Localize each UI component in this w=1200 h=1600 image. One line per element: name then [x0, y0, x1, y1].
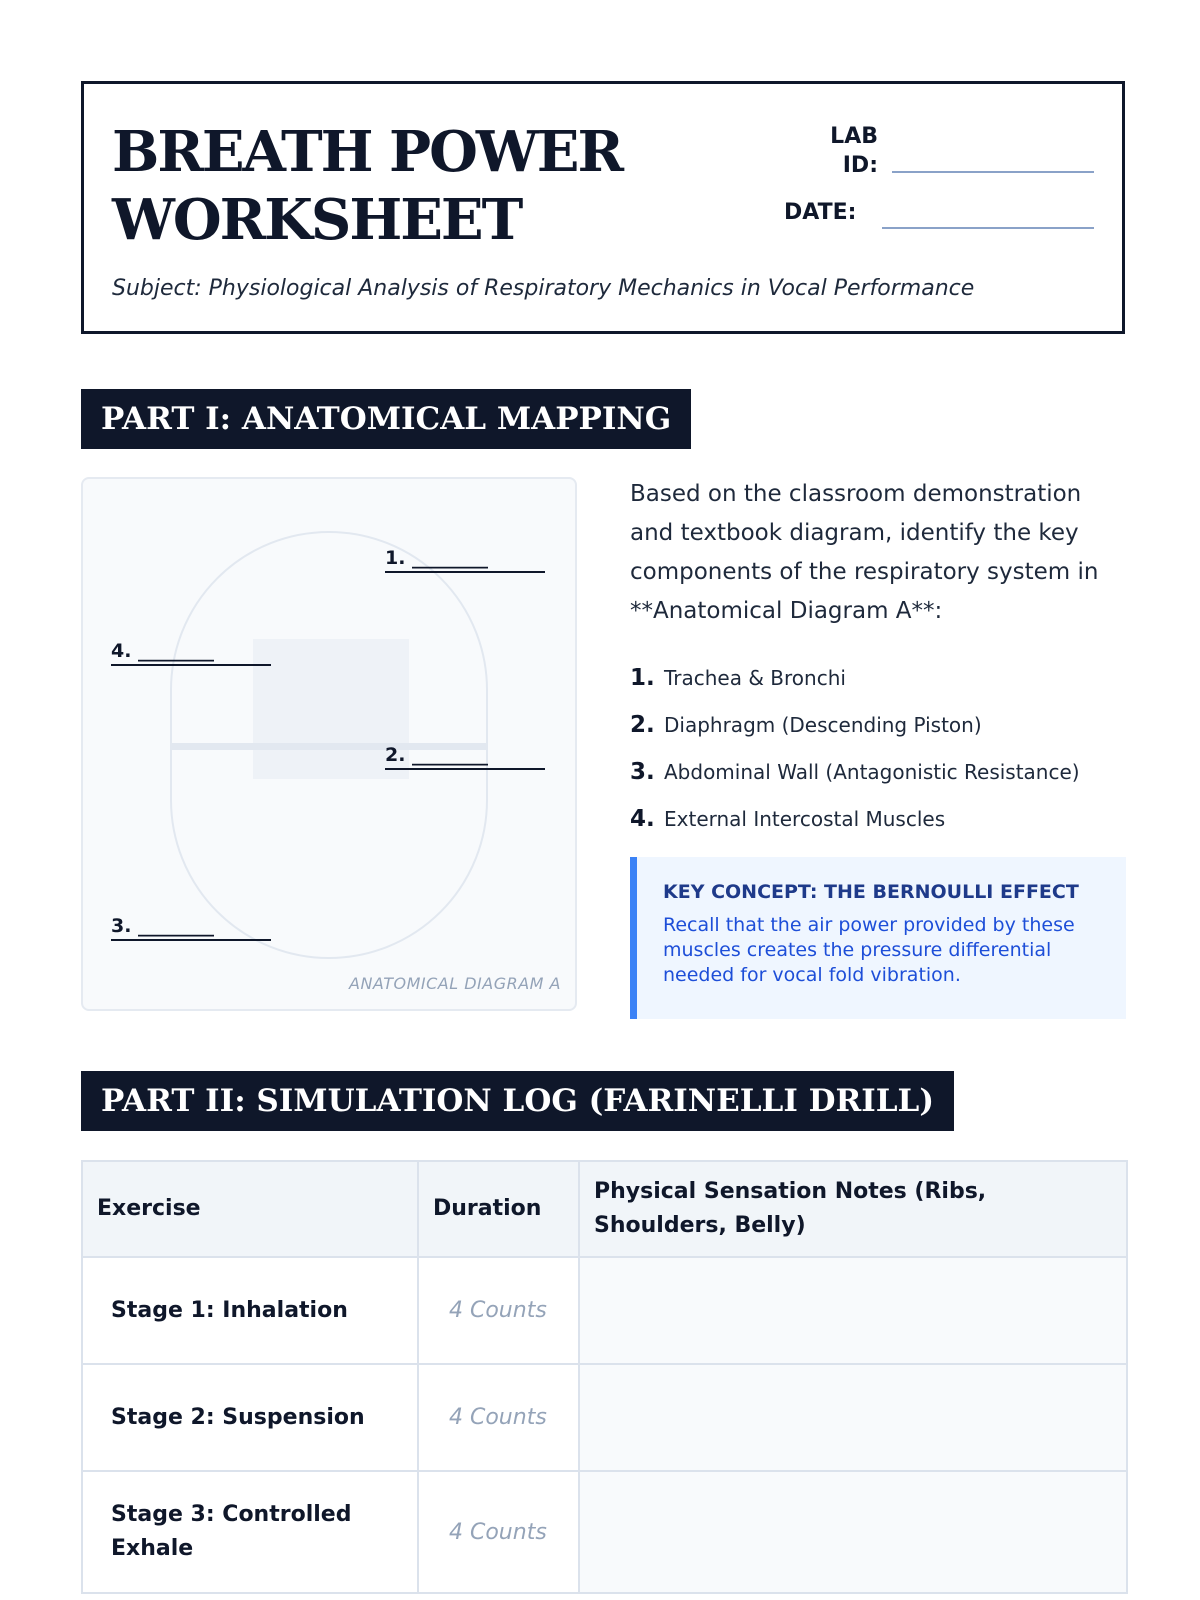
list-item [630, 654, 1130, 701]
callout-title: KEY CONCEPT: THE BERNOULLI EFFECT [663, 881, 1079, 903]
item-text: Abdominal Wall (Antagonistic Resistance) [664, 759, 1080, 784]
column-header-duration: Duration [418, 1161, 579, 1257]
date-label: DATE: [784, 200, 857, 225]
item-number: 1. [630, 664, 655, 691]
table-header-row [82, 1161, 1127, 1257]
title-line-1: BREATH POWER [112, 119, 623, 185]
subject-line: Subject: Physiological Analysis of Respiratory Mechanics in Vocal Performance [112, 276, 975, 301]
item-text: Diaphragm (Descending Piston) [664, 712, 982, 737]
answer-list [630, 654, 1130, 842]
callout-body: Recall that the air power provided by these muscles creates the pressure differential needed for vocal fold vibration. [663, 914, 1075, 986]
item-number: 2. [630, 711, 655, 738]
diagram-label-3[interactable]: 3. ________ [111, 915, 271, 941]
diagram-caption: ANATOMICAL DIAGRAM A [349, 974, 561, 993]
item-number: 3. [630, 758, 655, 785]
table-row [82, 1364, 1127, 1471]
diagram-label-1[interactable]: 1. ________ [385, 547, 545, 573]
key-concept-callout [630, 857, 1126, 1019]
list-item [630, 701, 1130, 748]
column-header-exercise: Exercise [82, 1161, 418, 1257]
lab-id-field[interactable] [892, 171, 1094, 173]
notes-cell[interactable] [579, 1257, 1127, 1364]
table-row [82, 1257, 1127, 1364]
exercise-cell: Stage 3: Controlled Exhale [82, 1471, 418, 1593]
worksheet-title [112, 118, 622, 254]
part1-instructions: Based on the classroom demonstration and textbook diagram, identify the key components of the respiratory system in **Anatomical Diagram A**: [630, 481, 1099, 624]
exercise-cell: Stage 1: Inhalation [82, 1257, 418, 1364]
worksheet-header [81, 81, 1125, 334]
exercise-cell: Stage 2: Suspension [82, 1364, 418, 1471]
lab-id-label-line-2: ID: [842, 153, 878, 178]
duration-cell: 4 Counts [418, 1471, 579, 1593]
diagram-label-4[interactable]: 4. ________ [111, 640, 271, 666]
item-text: External Intercostal Muscles [664, 806, 946, 831]
notes-cell[interactable] [579, 1364, 1127, 1471]
item-text: Trachea & Bronchi [664, 665, 846, 690]
list-item [630, 748, 1130, 795]
diagram-label-2[interactable]: 2. ________ [385, 744, 545, 770]
part1-heading: PART I: ANATOMICAL MAPPING [81, 389, 691, 449]
part2-heading: PART II: SIMULATION LOG (FARINELLI DRILL) [81, 1071, 954, 1131]
duration-cell: 4 Counts [418, 1364, 579, 1471]
date-field[interactable] [882, 227, 1094, 229]
title-line-2: WORKSHEET [112, 187, 522, 253]
anatomical-diagram [81, 477, 577, 1011]
simulation-log-table [81, 1160, 1128, 1594]
table-row [82, 1471, 1127, 1593]
item-number: 4. [630, 805, 655, 832]
list-item [630, 795, 1130, 842]
lab-id-label-line-1: LAB [830, 124, 878, 149]
column-header-notes: Physical Sensation Notes (Ribs, Shoulders, Belly) [579, 1161, 1127, 1257]
notes-cell[interactable] [579, 1471, 1127, 1593]
lab-id-label [828, 124, 878, 178]
duration-cell: 4 Counts [418, 1257, 579, 1364]
